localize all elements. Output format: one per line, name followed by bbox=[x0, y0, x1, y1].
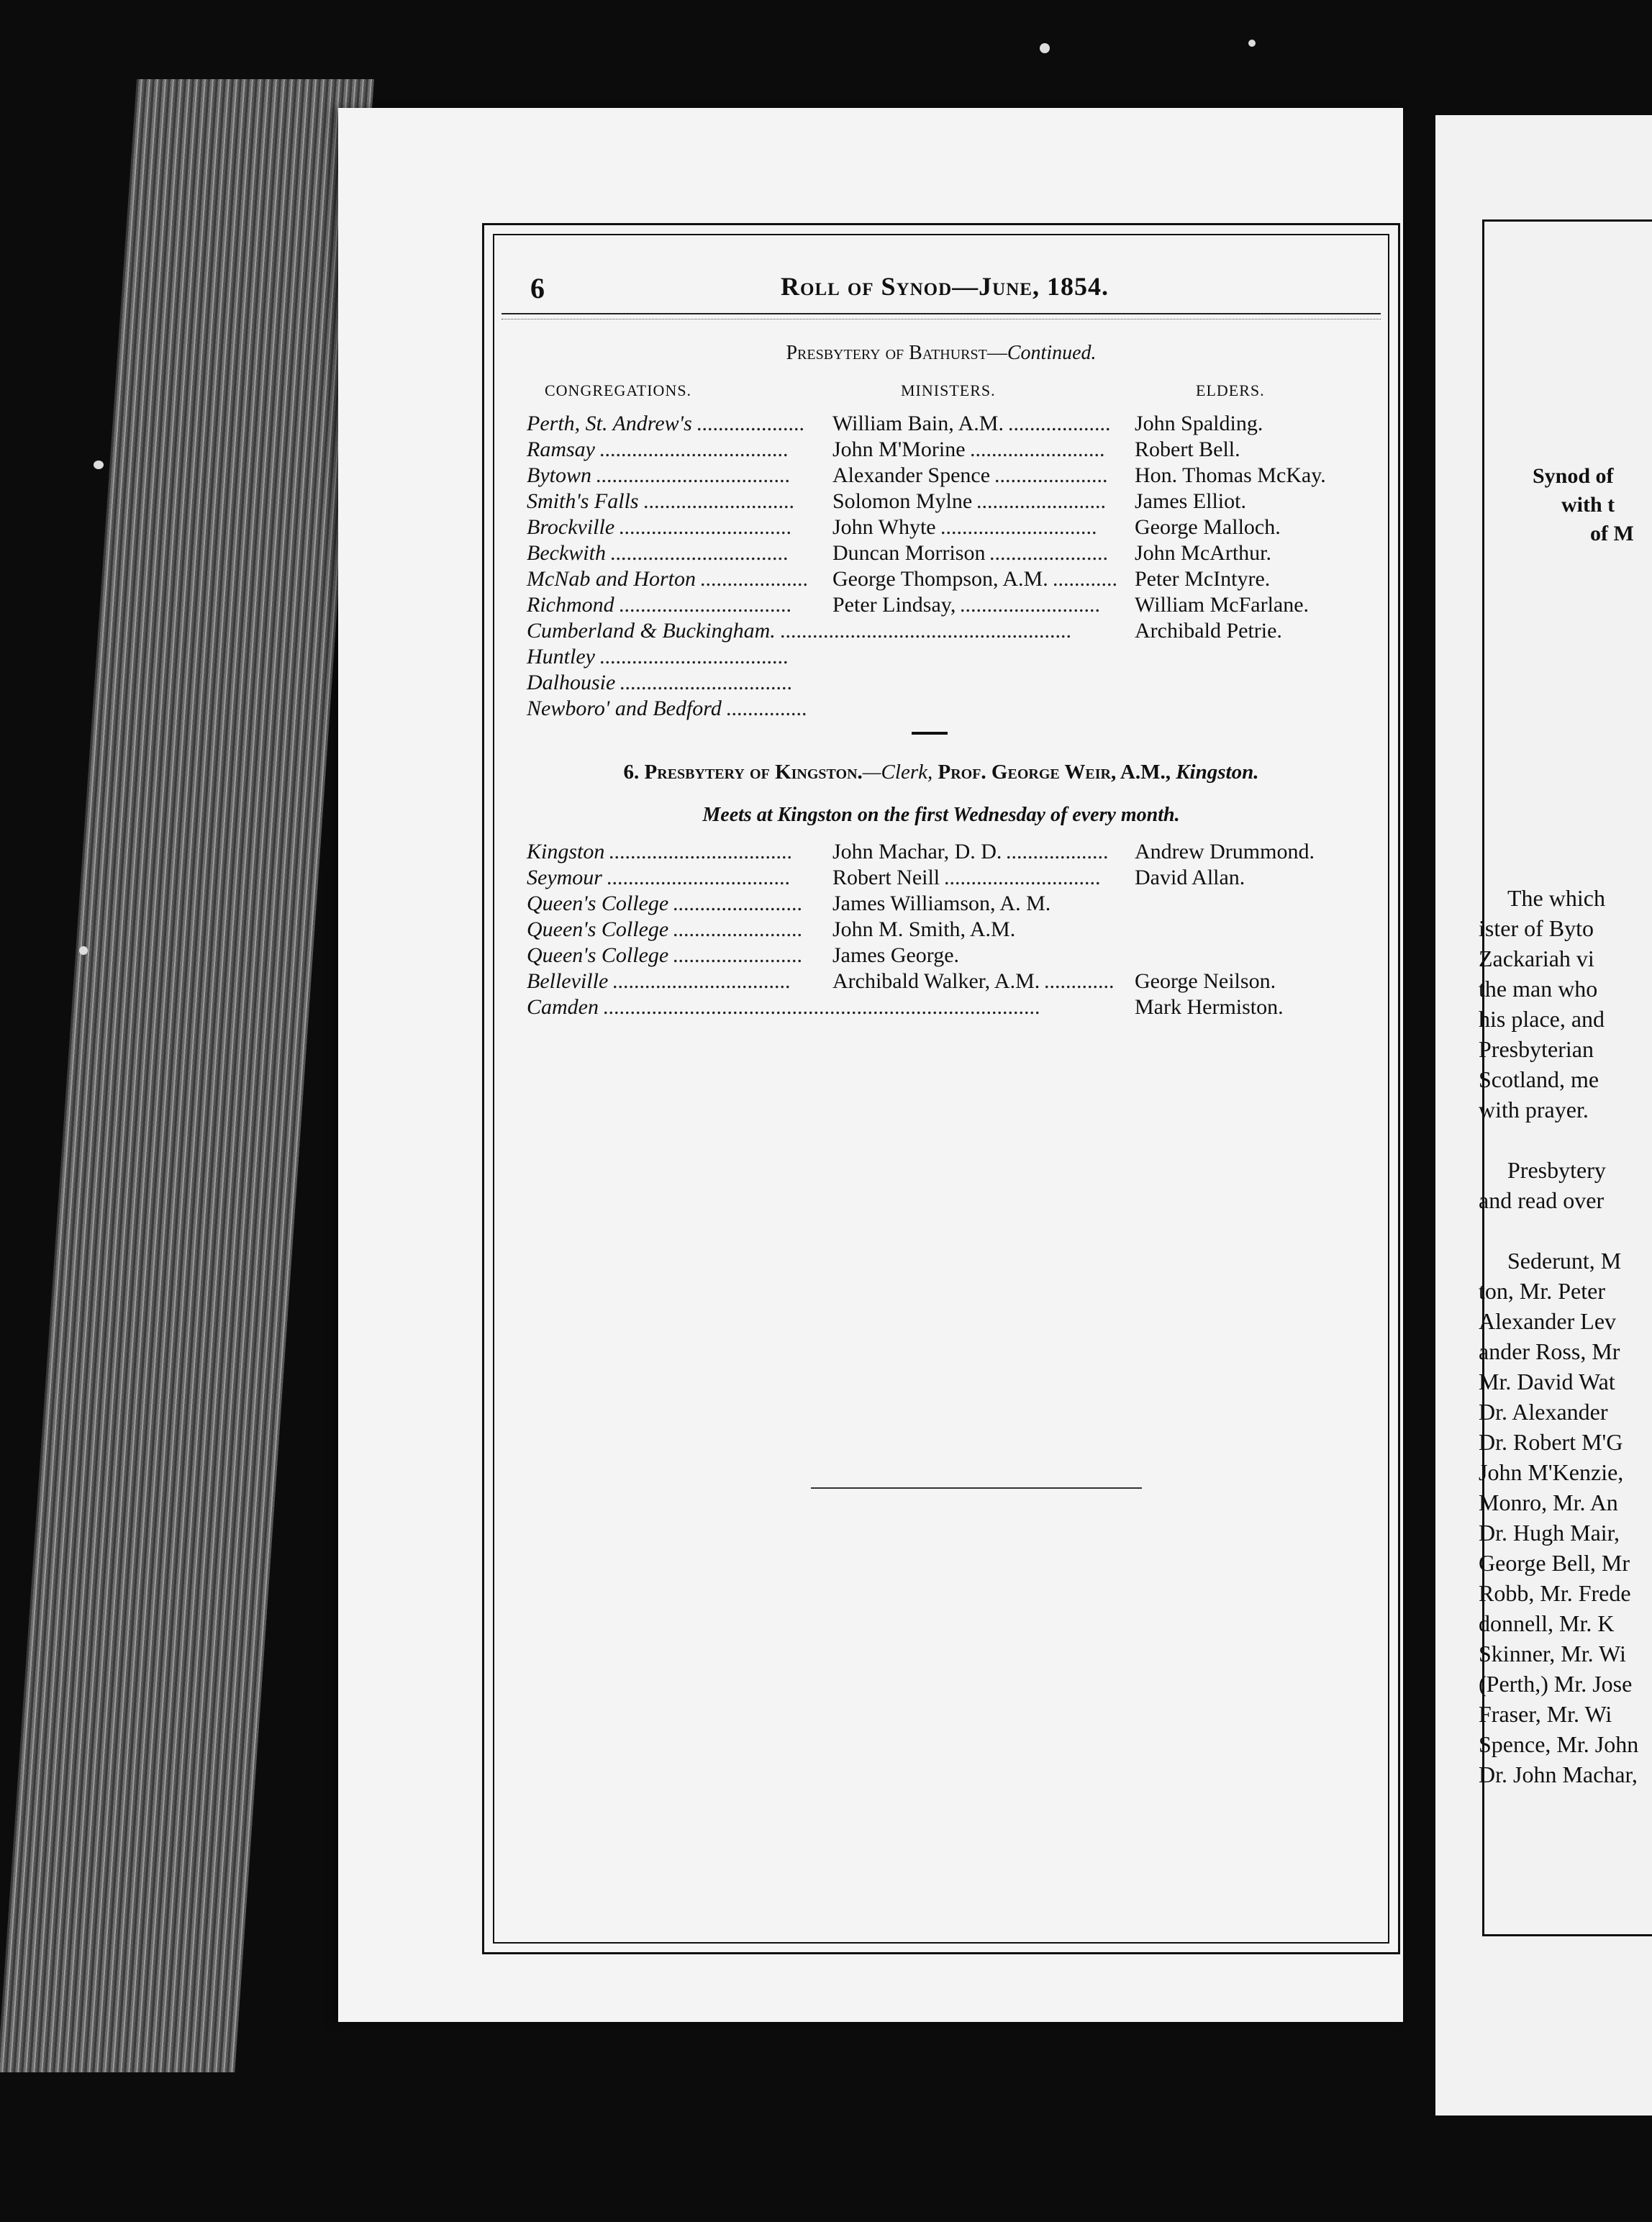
dot-leader: ................... bbox=[1006, 840, 1109, 863]
minister-cell: John M. Smith, A.M. bbox=[832, 917, 1016, 941]
congregation-cell: Ramsay bbox=[527, 437, 595, 461]
facing-text-line: Dr. Robert M'G bbox=[1479, 1429, 1623, 1455]
facing-text-line: his place, and bbox=[1479, 1006, 1605, 1032]
elder-cell: Andrew Drummond. bbox=[1135, 840, 1315, 863]
minister-cell: Peter Lindsay, bbox=[832, 593, 956, 617]
facing-text-line: and read over bbox=[1479, 1187, 1605, 1213]
facing-text-line: Presbyterian bbox=[1479, 1036, 1594, 1062]
table-row bbox=[527, 489, 1363, 514]
elder-cell: Robert Bell. bbox=[1135, 437, 1240, 461]
minister-cell: James George. bbox=[832, 943, 960, 967]
facing-text-line: George Bell, Mr bbox=[1479, 1550, 1630, 1576]
facing-text-line: Sederunt, M bbox=[1507, 1248, 1622, 1274]
facing-text-line: Mr. David Wat bbox=[1479, 1369, 1615, 1395]
dot-leader: ............................. bbox=[944, 866, 1101, 889]
dot-leader: ..................... bbox=[994, 463, 1108, 487]
facing-text-line: Spence, Mr. John bbox=[1479, 1731, 1639, 1757]
minister-cell: Solomon Mylne bbox=[832, 489, 973, 513]
congregation-cell: Kingston bbox=[527, 840, 605, 863]
congregation-cell: Richmond bbox=[527, 593, 614, 617]
table-row bbox=[527, 593, 1363, 617]
congregation-cell: Belleville bbox=[527, 969, 609, 993]
elder-cell: Archibald Petrie. bbox=[1135, 619, 1282, 643]
dot-leader: ................................. bbox=[610, 541, 789, 565]
congregation-cell: Brockville bbox=[527, 515, 615, 539]
dot-leader: ................................ bbox=[619, 515, 791, 539]
facing-heading-line: Synod of bbox=[1533, 464, 1614, 488]
facing-text-line: Fraser, Mr. Wi bbox=[1479, 1701, 1612, 1727]
dot-leader: .................................. bbox=[607, 866, 790, 889]
minister-cell: Archibald Walker, A.M. bbox=[832, 969, 1040, 993]
facing-text-line: ister of Byto bbox=[1479, 915, 1594, 941]
table-row bbox=[527, 943, 1363, 968]
dot-leader: ................................ bbox=[619, 593, 791, 617]
dot-leader: ............................. bbox=[940, 515, 1097, 539]
facing-text-line: Zackariah vi bbox=[1479, 946, 1594, 971]
facing-heading-line: with t bbox=[1561, 493, 1615, 517]
page-frame bbox=[482, 223, 1400, 1954]
table-row bbox=[527, 697, 1363, 721]
facing-text-line: (Perth,) Mr. Jose bbox=[1479, 1671, 1633, 1697]
col-head-elders: ELDERS. bbox=[1196, 381, 1265, 399]
congregation-cell: Queen's College bbox=[527, 917, 669, 941]
table-row bbox=[527, 515, 1363, 540]
facing-text-line: Monro, Mr. An bbox=[1479, 1489, 1618, 1515]
elder-cell: John McArthur. bbox=[1135, 541, 1271, 565]
dot-leader: ........................ bbox=[673, 892, 802, 915]
elder-cell: James Elliot. bbox=[1135, 489, 1246, 513]
table-row bbox=[527, 463, 1363, 488]
col-head-congregations: CONGREGATIONS. bbox=[545, 381, 692, 399]
dot-leader: .................................... bbox=[596, 463, 790, 487]
kingston-meeting-note: Meets at Kingston on the first Wednesday of every month. bbox=[702, 804, 1180, 826]
facing-text-line: ton, Mr. Peter bbox=[1479, 1278, 1605, 1304]
dot-leader: ................................................................................. bbox=[603, 995, 1040, 1019]
facing-text-line: Dr. Hugh Mair, bbox=[1479, 1520, 1620, 1546]
running-title: Roll of Synod—June, 1854. bbox=[781, 272, 1109, 301]
dot-leader: ................................ bbox=[620, 671, 792, 694]
congregation-cell: Perth, St. Andrew's bbox=[527, 412, 692, 435]
congregation-cell: Smith's Falls bbox=[527, 489, 639, 513]
dust-speck bbox=[94, 461, 104, 469]
elder-cell: David Allan. bbox=[1135, 866, 1245, 889]
elder-cell: George Neilson. bbox=[1135, 969, 1276, 993]
elder-cell: Peter McIntyre. bbox=[1135, 567, 1271, 591]
dot-leader: ............................ bbox=[643, 489, 794, 513]
end-rule bbox=[811, 1487, 1142, 1489]
minister-cell: Alexander Spence bbox=[832, 463, 991, 487]
page-number: 6 bbox=[530, 272, 545, 304]
dot-leader: ........................ bbox=[976, 489, 1106, 513]
minister-cell: James Williamson, A. M. bbox=[832, 892, 1051, 915]
elder-cell: Mark Hermiston. bbox=[1135, 995, 1284, 1019]
table-row bbox=[527, 541, 1363, 566]
dot-leader: ........................ bbox=[673, 917, 802, 941]
table-row bbox=[527, 619, 1363, 643]
congregation-cell: Queen's College bbox=[527, 943, 669, 967]
dot-leader: ................................... bbox=[599, 437, 789, 461]
facing-text-line: with prayer. bbox=[1479, 1097, 1589, 1123]
dot-leader: .................... bbox=[696, 412, 804, 435]
dot-leader: ............. bbox=[1044, 969, 1115, 993]
dot-leader: ................................... bbox=[599, 645, 789, 668]
dust-speck bbox=[79, 946, 88, 955]
facing-text-line: Scotland, me bbox=[1479, 1066, 1599, 1092]
elder-cell: Hon. Thomas McKay. bbox=[1135, 463, 1326, 487]
facing-text-line: The which bbox=[1507, 885, 1605, 911]
dot-leader: ...................................................... bbox=[780, 619, 1071, 643]
congregation-cell: Beckwith bbox=[527, 541, 606, 565]
minister-cell: George Thompson, A.M. bbox=[832, 567, 1048, 591]
facing-text-line: Skinner, Mr. Wi bbox=[1479, 1641, 1626, 1666]
facing-text-line: Presbytery bbox=[1507, 1157, 1606, 1183]
dust-speck bbox=[1248, 40, 1256, 47]
dot-leader: .................... bbox=[700, 567, 808, 591]
dust-speck bbox=[1040, 43, 1050, 53]
table-row bbox=[527, 840, 1363, 864]
dot-leader: ................... bbox=[1008, 412, 1111, 435]
elder-cell: John Spalding. bbox=[1135, 412, 1263, 435]
facing-text-line: John M'Kenzie, bbox=[1479, 1459, 1624, 1485]
page-frame-inner bbox=[493, 234, 1389, 1944]
table-row bbox=[527, 645, 1363, 669]
congregation-cell: Camden bbox=[527, 995, 599, 1019]
kingston-title: 6. Presbytery of Kingston.—Clerk, Prof. George Weir, A.M., Kingston. bbox=[623, 761, 1259, 784]
minister-cell: John M'Morine bbox=[832, 437, 966, 461]
congregation-cell: Huntley bbox=[527, 645, 595, 668]
facing-text-line: Robb, Mr. Frede bbox=[1479, 1580, 1631, 1606]
col-head-ministers: MINISTERS. bbox=[901, 381, 996, 399]
table-row bbox=[527, 567, 1363, 591]
bathurst-title: Presbytery of Bathurst—Continued. bbox=[786, 342, 1097, 364]
header-rule bbox=[502, 313, 1381, 319]
congregation-cell: Cumberland & Buckingham. bbox=[527, 619, 776, 643]
dot-leader: ...................... bbox=[989, 541, 1108, 565]
page-header bbox=[530, 271, 1359, 314]
dot-leader: ............... bbox=[726, 697, 807, 720]
congregation-cell: McNab and Horton bbox=[527, 567, 696, 591]
table-row bbox=[527, 969, 1363, 994]
table-row bbox=[527, 437, 1363, 462]
dot-leader: .................................. bbox=[609, 840, 792, 863]
minister-cell: Robert Neill bbox=[832, 866, 940, 889]
table-row bbox=[527, 892, 1363, 916]
minister-cell: John Whyte bbox=[832, 515, 936, 539]
elder-cell: William McFarlane. bbox=[1135, 593, 1310, 617]
minister-cell: William Bain, A.M. bbox=[832, 412, 1004, 435]
congregation-cell: Dalhousie bbox=[527, 671, 616, 694]
congregation-cell: Queen's College bbox=[527, 892, 669, 915]
facing-text-line: the man who bbox=[1479, 976, 1598, 1002]
dot-leader: .......................... bbox=[960, 593, 1100, 617]
dot-leader: ........................ bbox=[673, 943, 802, 967]
table-row bbox=[527, 671, 1363, 695]
book-page-edges bbox=[0, 79, 374, 2072]
table-row bbox=[527, 917, 1363, 942]
elder-cell: George Malloch. bbox=[1135, 515, 1281, 539]
congregation-cell: Bytown bbox=[527, 463, 591, 487]
dot-leader: ............ bbox=[1053, 567, 1117, 591]
table-row bbox=[527, 412, 1363, 436]
facing-text-line: Dr. John Machar, bbox=[1479, 1761, 1638, 1787]
minister-cell: John Machar, D. D. bbox=[832, 840, 1002, 863]
facing-text-line: Alexander Lev bbox=[1479, 1308, 1617, 1334]
dot-leader: ................................. bbox=[612, 969, 791, 993]
table-row bbox=[527, 866, 1363, 890]
minister-cell: Duncan Morrison bbox=[832, 541, 986, 565]
dot-leader: ......................... bbox=[970, 437, 1105, 461]
congregation-cell: Seymour bbox=[527, 866, 602, 889]
congregation-cell: Newboro' and Bedford bbox=[527, 697, 722, 720]
table-row bbox=[527, 995, 1363, 1020]
facing-text-line: ander Ross, Mr bbox=[1479, 1338, 1620, 1364]
section-divider bbox=[912, 732, 948, 735]
facing-text-line: donnell, Mr. K bbox=[1479, 1610, 1615, 1636]
facing-heading-line: of M bbox=[1590, 522, 1634, 545]
facing-text-line: Dr. Alexander bbox=[1479, 1399, 1608, 1425]
